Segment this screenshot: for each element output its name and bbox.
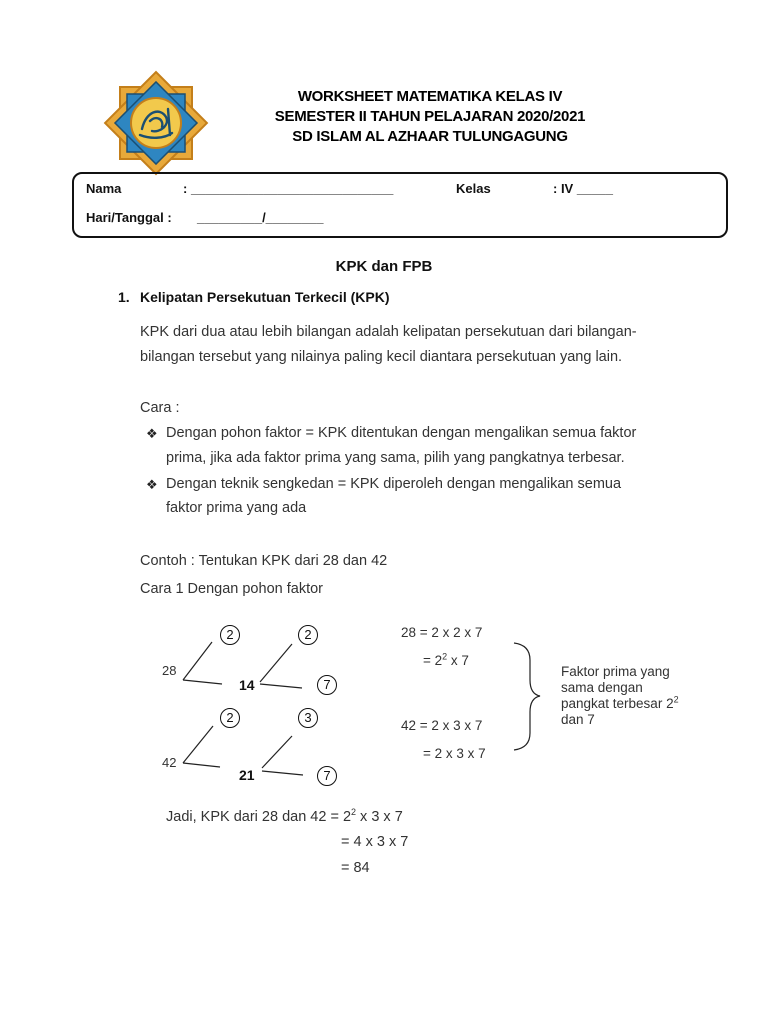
factor-circle: 7	[317, 766, 337, 786]
kelas-field[interactable]: : IV _____	[553, 181, 613, 196]
equation-28-power: = $2^2$ x 7	[423, 651, 469, 668]
factor-circle: 2	[220, 625, 240, 645]
equation-42: 42 = 2 x 3 x 7	[401, 718, 483, 733]
equation-42-expanded: = 2 x 3 x 7	[423, 746, 486, 761]
conclusion-result: = 84	[341, 860, 370, 876]
tanggal-label: Hari/Tanggal :	[86, 210, 172, 225]
tree-mid-21: 21	[239, 767, 255, 783]
brace-note: Faktor prima yang sama dengan pangkat terbesar $2^2$ dan 7	[561, 664, 679, 727]
bullet-2-line-1: Dengan teknik sengkedan = KPK diperoleh dengan mengalikan semua	[166, 476, 622, 492]
factor-circle: 2	[220, 708, 240, 728]
nama-field[interactable]: : ____________________________	[183, 181, 394, 196]
section-heading: Kelipatan Persekutuan Terkecil (KPK)	[140, 289, 390, 305]
conclusion-line-1: Jadi, KPK dari 28 dan $42 = 2^2$ x 3 x 7	[166, 807, 403, 825]
bullet-1-line-1: Dengan pohon faktor = KPK ditentukan dengan mengalikan semua faktor	[166, 425, 637, 441]
equation-28: 28 = 2 x 2 x 7	[401, 625, 483, 640]
cara-1-text: Cara 1 Dengan pohon faktor	[140, 581, 323, 597]
factor-circle: 3	[298, 708, 318, 728]
header-line-2: SEMESTER II TAHUN PELAJARAN 2020/2021	[274, 108, 586, 125]
bullet-1-line-2: prima, jika ada faktor prima yang sama, pilih yang pangkatnya terbesar.	[166, 450, 625, 466]
header-line-1: WORKSHEET MATEMATIKA KELAS IV	[297, 88, 563, 105]
tanggal-field[interactable]: _________/________	[197, 210, 324, 225]
tree-root-42: 42	[162, 755, 177, 770]
tree-root-28: 28	[162, 663, 177, 678]
definition-line-1: KPK dari dua atau lebih bilangan adalah kelipatan persekutuan dari bilangan-	[140, 324, 637, 340]
diamond-bullet-icon: ❖	[146, 477, 158, 492]
nama-label: Nama	[86, 181, 122, 196]
contoh-text: Contoh : Tentukan KPK dari 28 dan 42	[140, 553, 388, 569]
bullet-2-line-2: faktor prima yang ada	[166, 500, 307, 516]
factor-circle: 2	[298, 625, 318, 645]
definition-line-2: bilangan tersebut yang nilainya paling kecil diantara persekutuan yang lain.	[140, 349, 623, 365]
section-number: 1.	[118, 289, 130, 305]
page-title: KPK dan FPB	[335, 258, 433, 275]
tree-mid-14: 14	[239, 677, 255, 693]
diamond-bullet-icon: ❖	[146, 426, 158, 441]
conclusion-line-2: = 4 x 3 x 7	[341, 834, 409, 850]
header-line-3: SD ISLAM AL AZHAAR TULUNGAGUNG	[292, 128, 568, 145]
cara-label: Cara :	[140, 400, 180, 416]
factor-circle: 7	[317, 675, 337, 695]
kelas-label: Kelas	[456, 181, 491, 196]
